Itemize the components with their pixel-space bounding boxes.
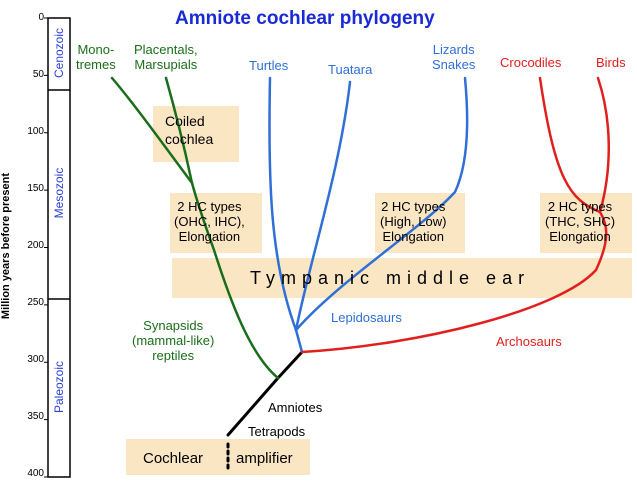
hc-archo-label: 2 HC types (THC, SHC) Elongation — [545, 199, 616, 244]
taxon-placentals: Placentals, Marsupials — [134, 42, 198, 72]
branch-turtles — [269, 78, 296, 330]
tick-label-250: 250 — [27, 297, 44, 308]
tick-label-400: 400 — [27, 468, 44, 479]
era-cenozoic: Cenozoic — [52, 27, 66, 78]
figure-title: Amniote cochlear phylogeny — [175, 8, 435, 29]
branch-tuatara — [296, 82, 350, 330]
clade-tetrapods: Tetrapods — [248, 424, 306, 439]
taxon-crocodiles: Crocodiles — [500, 55, 562, 70]
amplifier-label: amplifier — [236, 450, 293, 467]
era-paleozoic: Paleozoic — [52, 360, 66, 414]
clade-archosaurs: Archosaurs — [496, 334, 562, 349]
tick-label-350: 350 — [27, 411, 44, 422]
coiled-cochlea-label: Coiled cochlea — [165, 113, 214, 147]
tick-label-150: 150 — [27, 183, 44, 194]
branch-sauropsid-blue — [296, 330, 302, 352]
taxon-lizards-snakes: Lizards Snakes — [432, 42, 476, 72]
tympanic-middle-ear-label: Tympanic middle ear — [250, 268, 531, 288]
era-mesozoic: Mesozoic — [52, 167, 66, 219]
branch-crocodiles — [540, 78, 600, 212]
cochlear-label: Cochlear — [143, 450, 204, 467]
y-axis-label: Million years before present — [0, 172, 12, 320]
tick-label-100: 100 — [27, 126, 44, 137]
branch-birds — [598, 78, 609, 212]
hc-lepido-label: 2 HC types (High, Low) Elongation — [380, 199, 447, 244]
taxon-tuatara: Tuatara — [328, 62, 373, 77]
taxon-birds: Birds — [596, 55, 626, 70]
clade-amniotes: Amniotes — [268, 400, 323, 415]
tick-label-50: 50 — [32, 69, 44, 80]
taxon-turtles: Turtles — [249, 58, 289, 73]
clade-lepidosaurs: Lepidosaurs — [331, 310, 402, 325]
tick-label-300: 300 — [27, 354, 44, 365]
hc-mammal-label: 2 HC types (OHC, IHC), Elongation — [174, 199, 245, 244]
tick-label-0: 0 — [38, 12, 44, 23]
clade-synapsids: Synapsids (mammal-like) reptiles — [132, 318, 215, 363]
tick-label-200: 200 — [27, 240, 44, 251]
taxon-monotremes: Mono- tremes — [76, 42, 116, 72]
